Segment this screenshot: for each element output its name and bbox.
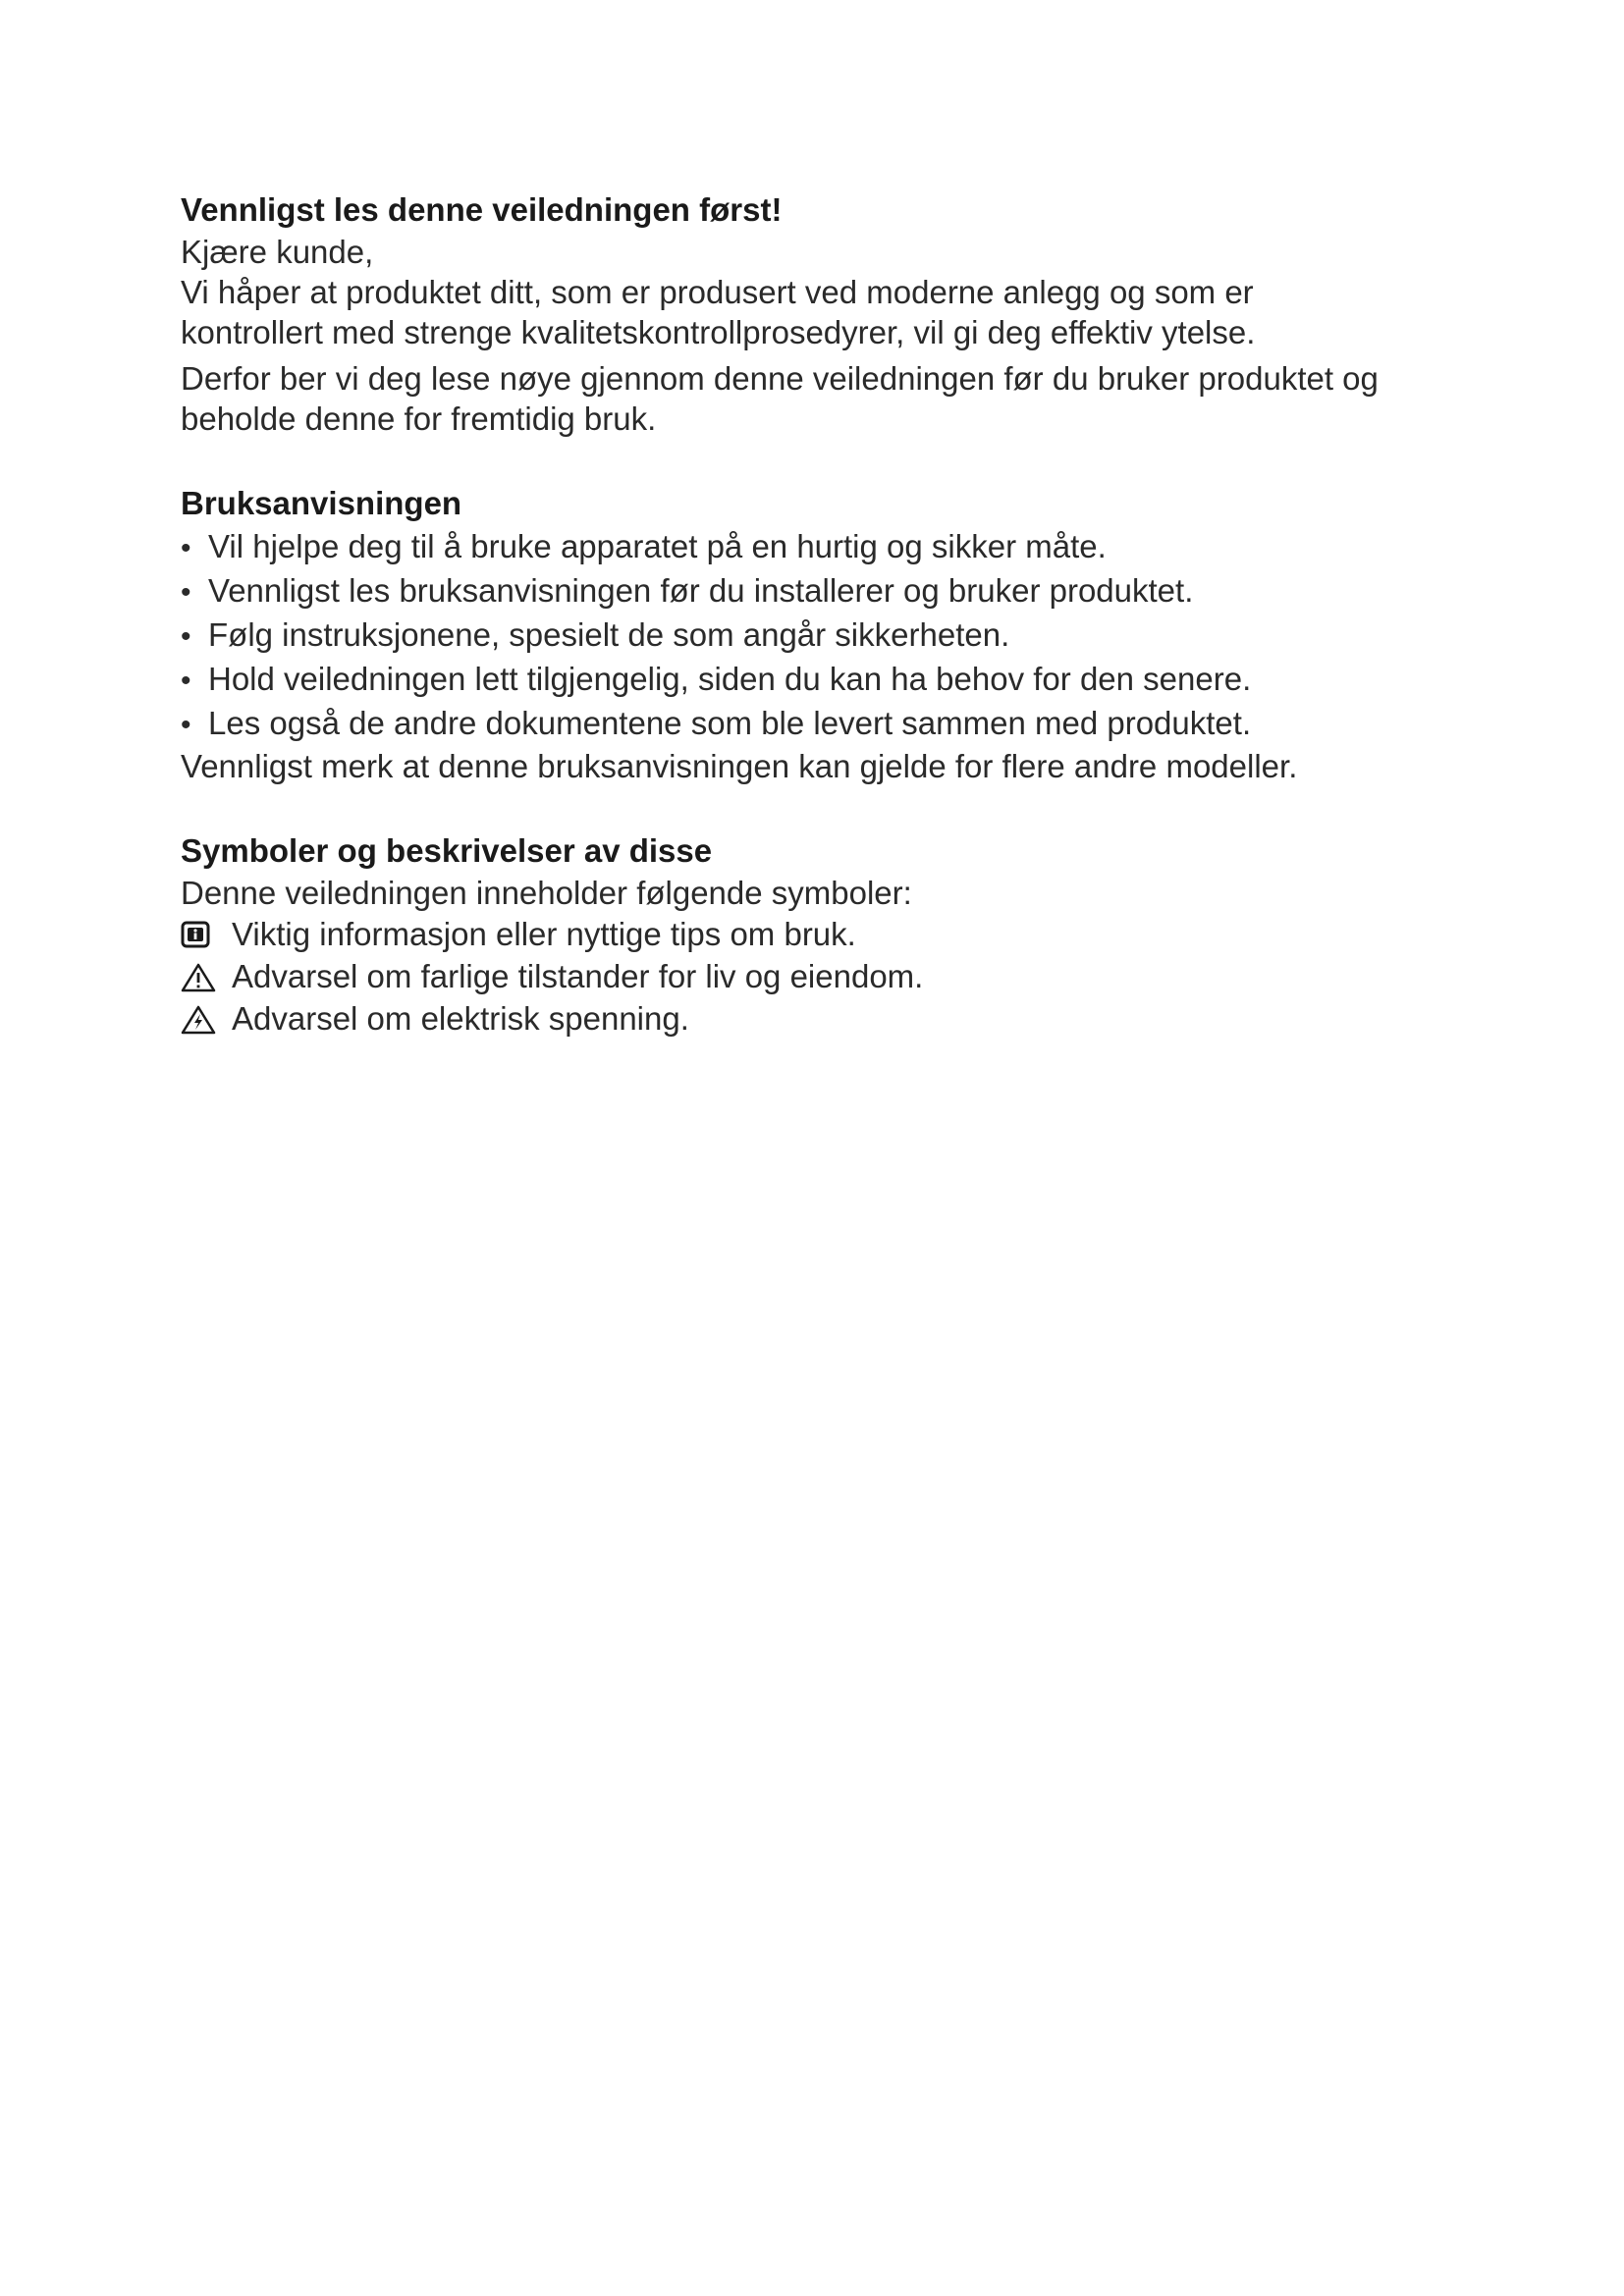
intro-heading: Vennligst les denne veiledningen først! [181, 191, 783, 228]
list-item: • Vennligst les bruksanvisningen før du installerer og bruker produktet. [181, 569, 1457, 614]
bullet-icon: • [181, 665, 191, 697]
list-item: • Les også de andre dokumentene som ble levert sammen med produktet. [181, 702, 1457, 746]
intro-paragraph-1-line-2: kontrollert med strenge kvalitetskontrollprosedyrer, vil gi deg effektiv ytelse. [181, 314, 1256, 350]
bullet-icon: • [181, 620, 191, 653]
greeting: Kjære kunde, [181, 234, 374, 270]
info-icon [181, 917, 232, 952]
list-item: Advarsel om elektrisk spenning. [181, 997, 1457, 1040]
instructions-list [181, 525, 1457, 746]
list-item: • Følg instruksjonene, spesielt de som angår sikkerheten. [181, 614, 1457, 658]
symbols-section [181, 829, 1457, 1040]
warning-triangle-icon [181, 959, 232, 994]
instructions-section [181, 482, 1457, 786]
symbols-list [181, 913, 1457, 1040]
intro-paragraph-2-line-1: Derfor ber vi deg lese nøye gjennom denne veiledningen før du bruker produktet og [181, 360, 1379, 397]
instructions-heading: Bruksanvisningen [181, 485, 462, 521]
bullet-icon: • [181, 532, 191, 564]
list-item: • Hold veiledningen lett tilgjengelig, siden du kan ha behov for den senere. [181, 658, 1457, 702]
document-page [181, 188, 1457, 1040]
intro-paragraph-1-line-1: Vi håper at produktet ditt, som er produsert ved moderne anlegg og som er [181, 274, 1254, 310]
electric-warning-icon [181, 1001, 232, 1037]
symbols-heading: Symboler og beskrivelser av disse [181, 832, 713, 869]
intro-paragraph-2-line-2: beholde denne for fremtidig bruk. [181, 400, 657, 437]
bullet-icon: • [181, 576, 191, 609]
bullet-icon: • [181, 709, 191, 741]
symbols-intro: Denne veiledningen inneholder følgende symboler: [181, 875, 912, 911]
intro-section [181, 188, 1457, 439]
list-item: Advarsel om farlige tilstander for liv og eiendom. [181, 955, 1457, 997]
instructions-note: Vennligst merk at denne bruksanvisningen kan gjelde for flere andre modeller. [181, 748, 1298, 784]
list-item: Viktig informasjon eller nyttige tips om bruk. [181, 913, 1457, 955]
list-item: • Vil hjelpe deg til å bruke apparatet på en hurtig og sikker måte. [181, 525, 1457, 569]
